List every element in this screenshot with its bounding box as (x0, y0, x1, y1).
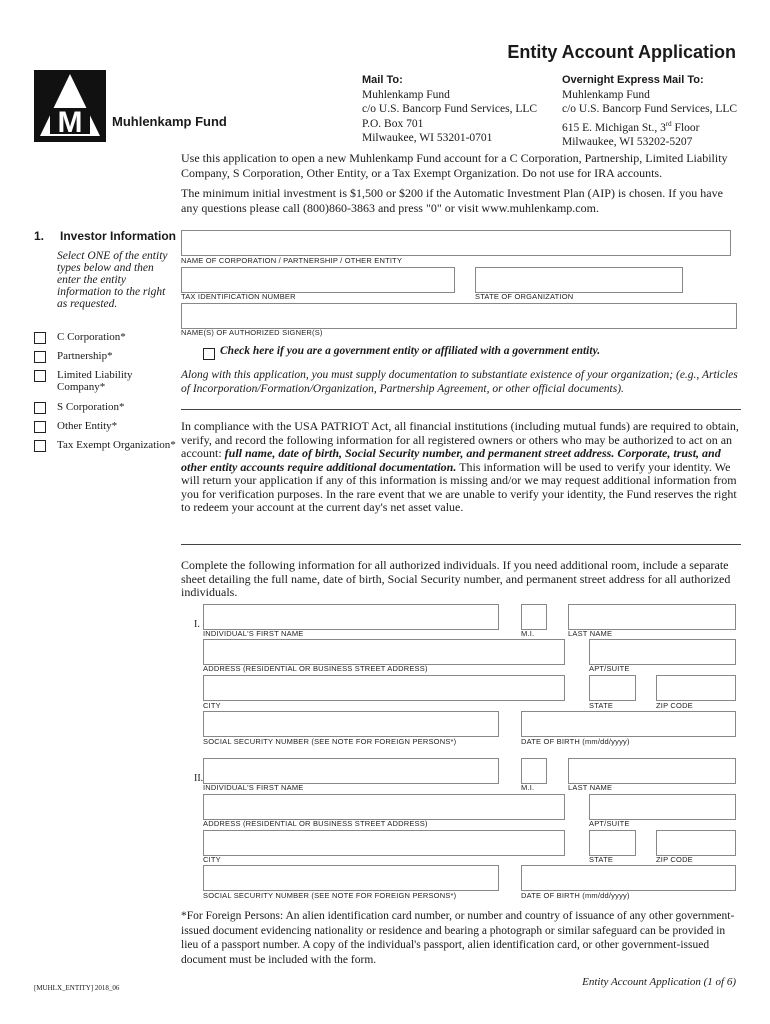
entity-type-label: Tax Exempt Organization* (57, 439, 176, 451)
zip-code-field[interactable] (656, 675, 736, 701)
entity-type-label: Limited Liability Company* (57, 369, 133, 393)
page-indicator: Entity Account Application (1 of 6) (582, 976, 736, 988)
first-name-field[interactable] (203, 758, 499, 784)
first-name-field[interactable] (203, 604, 499, 630)
ssn-field[interactable] (203, 711, 499, 737)
apt-suite-field[interactable] (589, 639, 736, 665)
individual-number: I. (194, 619, 200, 630)
section-number: 1. (34, 229, 45, 243)
patriot-act-notice: In compliance with the USA PATRIOT Act, all financial institutions (including mutual funds) are required to obtain, verify, and record the following information for all registered owners or others who may be authorized to act on an account: full name, date of birth, Social Security number, and permanent street address. Corporate, trust, and other entity accounts require additional documentation. This information will be used to verify your identity. We will return your application if any of this information is missing and/or we may request additional information from you for verification purposes. In the rare event that we are unable to verify your identity, the Fund reserves the right to redeem your account at the current day's net asset value. (181, 419, 739, 514)
individual-number: II. (194, 773, 204, 784)
entity-name-label: NAME OF CORPORATION / PARTNERSHIP / OTHER ENTITY (181, 256, 403, 265)
divider (181, 409, 741, 410)
government-entity-checkbox[interactable] (203, 348, 215, 360)
overnight-line: 615 E. Michigan St., 3rd Floor (562, 119, 700, 134)
state-of-organization-label: STATE OF ORGANIZATION (475, 292, 574, 301)
date-of-birth-label: DATE OF BIRTH (mm/dd/yyyy) (521, 737, 630, 746)
overnight-line: Milwaukee, WI 53202-5207 (562, 135, 693, 148)
intro-paragraph-1: Use this application to open a new Muhlenkamp Fund account for a C Corporation, Partnership, Limited Liability Company, S Corporation, Other Entity, or a Tax Exempt Organization. Do not use for IRA accounts. (181, 151, 728, 180)
entity-type-label: Partnership* (57, 350, 113, 362)
overnight-heading: Overnight Express Mail To: (562, 74, 704, 86)
last-name-field[interactable] (568, 758, 736, 784)
first-name-label: INDIVIDUAL'S FIRST NAME (203, 783, 304, 792)
mail-to-line: c/o U.S. Bancorp Fund Services, LLC (362, 103, 538, 115)
date-of-birth-field[interactable] (521, 711, 736, 737)
zip-code-label: ZIP CODE (656, 701, 693, 710)
divider (181, 544, 741, 545)
entity-name-field[interactable] (181, 230, 731, 256)
complete-instructions: Complete the following information for all authorized individuals. If you need additional room, include a separate sheet detailing the full name, date of birth, Social Security number, and permanent street address for all authorized individuals. (181, 558, 731, 599)
foreign-persons-note: *For Foreign Persons: An alien identification card number, or number and country of issuance of any other government-issued document evidencing nationality or residence and bearing a photograph or similar safeguard can be provided in lieu of a passport number. A copy of the individual's passport, alien identification card, or other government-issued document must be included with the form. (181, 910, 735, 966)
mail-to-line: P.O. Box 701 (362, 117, 424, 130)
c-corporation-checkbox[interactable] (34, 332, 46, 344)
middle-initial-label: M.I. (521, 783, 535, 792)
entity-type-label: C Corporation* (57, 331, 126, 343)
ssn-field[interactable] (203, 865, 499, 891)
page-title: Entity Account Application (507, 42, 736, 62)
date-of-birth-field[interactable] (521, 865, 736, 891)
address-label: ADDRESS (RESIDENTIAL OR BUSINESS STREET ADDRESS) (203, 819, 428, 828)
authorized-signers-label: NAME(S) OF AUTHORIZED SIGNER(S) (181, 328, 323, 337)
address-field[interactable] (203, 639, 565, 665)
city-field[interactable] (203, 675, 565, 701)
date-of-birth-label: DATE OF BIRTH (mm/dd/yyyy) (521, 891, 630, 900)
first-name-label: INDIVIDUAL'S FIRST NAME (203, 629, 304, 638)
overnight-line: Muhlenkamp Fund (562, 88, 650, 101)
tax-exempt-checkbox[interactable] (34, 440, 46, 452)
s-corporation-checkbox[interactable] (34, 402, 46, 414)
form-code: [MUHLX_ENTITY] 2018_06 (34, 984, 120, 992)
zip-code-label: ZIP CODE (656, 855, 693, 864)
state-field[interactable] (589, 675, 636, 701)
address-label: ADDRESS (RESIDENTIAL OR BUSINESS STREET ADDRESS) (203, 664, 428, 673)
authorized-signers-field[interactable] (181, 303, 737, 329)
overnight-line: c/o U.S. Bancorp Fund Services, LLC (562, 103, 738, 115)
mail-to-heading: Mail To: (362, 74, 403, 86)
government-entity-label: Check here if you are a government entity or affiliated with a government entity. (220, 345, 601, 357)
ssn-label: SOCIAL SECURITY NUMBER (SEE NOTE FOR FOREIGN PERSONS*) (203, 891, 457, 900)
state-of-organization-field[interactable] (475, 267, 683, 293)
apt-suite-label: APT/SUITE (589, 664, 630, 673)
zip-code-field[interactable] (656, 830, 736, 856)
last-name-label: LAST NAME (568, 783, 613, 792)
address-field[interactable] (203, 794, 565, 820)
ssn-label: SOCIAL SECURITY NUMBER (SEE NOTE FOR FOREIGN PERSONS*) (203, 737, 457, 746)
other-entity-checkbox[interactable] (34, 421, 46, 433)
brand-name: Muhlenkamp Fund (112, 114, 227, 129)
entity-type-label: Other Entity* (57, 420, 118, 432)
tax-id-field[interactable] (181, 267, 455, 293)
svg-text:M: M (57, 106, 83, 139)
mail-to-block (362, 73, 537, 146)
middle-initial-field[interactable] (521, 604, 547, 630)
muhlenkamp-logo (34, 70, 106, 142)
intro-paragraph-2: The minimum initial investment is $1,500 or $200 if the Automatic Investment Plan (AIP) is chosen. If you have any questions please call (800)860-3863 and press "0" or visit www.muhlenkamp.com. (181, 186, 723, 215)
city-label: CITY (203, 701, 221, 710)
last-name-field[interactable] (568, 604, 736, 630)
mail-to-line: Muhlenkamp Fund (362, 88, 450, 101)
apt-suite-field[interactable] (589, 794, 736, 820)
city-field[interactable] (203, 830, 565, 856)
entity-type-label: S Corporation* (57, 401, 125, 413)
middle-initial-label: M.I. (521, 629, 535, 638)
tax-id-label: TAX IDENTIFICATION NUMBER (181, 292, 296, 301)
last-name-label: LAST NAME (568, 629, 613, 638)
mail-to-line: Milwaukee, WI 53201-0701 (362, 132, 493, 144)
documentation-note: Along with this application, you must supply documentation to substantiate existence of your organization; (e.g., Articles of Incorporation/Formation/Organization, Partnership Agreement, or other official documents). (181, 369, 738, 395)
partnership-checkbox[interactable] (34, 351, 46, 363)
section-title: Investor Information (60, 229, 177, 243)
overnight-block (562, 73, 737, 149)
state-label: STATE (589, 701, 614, 710)
city-label: CITY (203, 855, 221, 864)
section-instructions: Select ONE of the entity types below and then enter the entity information to the right as requested. (57, 250, 168, 310)
middle-initial-field[interactable] (521, 758, 547, 784)
state-field[interactable] (589, 830, 636, 856)
state-label: STATE (589, 855, 614, 864)
apt-suite-label: APT/SUITE (589, 819, 630, 828)
llc-checkbox[interactable] (34, 370, 46, 382)
